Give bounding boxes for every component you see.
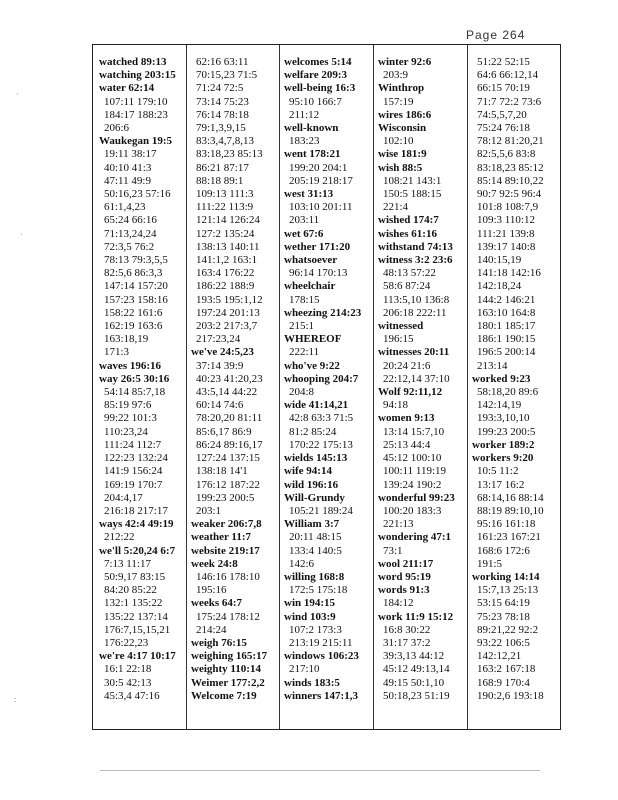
index-reference: 162:19 163:6 (104, 320, 163, 333)
index-reference: 161:23 167:21 (477, 531, 541, 544)
index-reference: 68:14,16 88:14 (477, 491, 544, 504)
index-term: wires 186:6 (378, 108, 432, 121)
index-reference: 83:18,23 85:13 (196, 148, 263, 161)
index-reference: 16:1 22:18 (104, 663, 152, 676)
index-reference: 111:24 112:7 (104, 438, 162, 451)
index-reference: 147:14 157:20 (104, 280, 168, 293)
index-reference: 30:5 42:13 (104, 676, 152, 689)
index-reference: 75:24 76:18 (477, 122, 530, 135)
index-reference: 109:13 111:3 (196, 188, 254, 201)
index-term: weather 11:7 (191, 531, 251, 544)
index-term: waves 196:16 (99, 359, 162, 372)
index-term: wishes 61:16 (378, 227, 437, 240)
index-reference: 186:22 188:9 (196, 280, 255, 293)
index-reference: 199:20 204:1 (289, 161, 348, 174)
index-reference: 203:11 (289, 214, 320, 227)
index-reference: 163:18,19 (104, 333, 149, 346)
index-reference: 213:14 (477, 359, 508, 372)
index-reference: 127:24 137:15 (196, 452, 260, 465)
index-reference: 195:16 (196, 584, 227, 597)
index-reference: 171:3 (104, 346, 130, 359)
index-reference: 71:13,24,24 (104, 227, 157, 240)
index-reference: 58:6 87:24 (383, 280, 431, 293)
index-reference: 62:16 63:11 (196, 56, 249, 68)
index-reference: 16:8 30:22 (383, 623, 431, 636)
index-reference: 72:3,5 76:2 (104, 240, 155, 253)
index-term: week 24:8 (191, 557, 238, 570)
index-term: well-known (284, 122, 339, 135)
index-reference: 79:1,3,9,15 (196, 122, 246, 135)
index-reference: 203:9 (383, 69, 409, 82)
index-term: way 26:5 30:16 (99, 372, 170, 385)
index-term: women 9:13 (378, 412, 435, 425)
index-term: weeks 64:7 (191, 597, 243, 610)
index-reference: 83:18,23 85:12 (477, 161, 544, 174)
index-term: Welcome 7:19 (191, 689, 257, 702)
index-reference: 102:10 (383, 135, 414, 148)
index-reference: 204:8 (289, 386, 315, 399)
index-reference: 163:10 164:8 (477, 306, 536, 319)
index-term: wonderful 99:23 (378, 491, 455, 504)
index-term: watching 203:15 (99, 69, 176, 82)
index-reference: 78:13 79:3,5,5 (104, 254, 168, 267)
index-reference: 10:5 11:2 (477, 465, 519, 478)
index-reference: 85:14 89:10,22 (477, 174, 544, 187)
index-term: whooping 204:7 (284, 372, 359, 385)
index-reference: 47:11 49:9 (104, 174, 151, 187)
index-term: weighty 110:14 (191, 663, 261, 676)
index-term: weaker 206:7,8 (191, 518, 262, 531)
index-reference: 49:15 50:1,10 (383, 676, 445, 689)
scan-mark: : (14, 695, 17, 704)
index-reference: 93:22 106:5 (477, 636, 530, 649)
index-reference: 216:18 217:17 (104, 504, 168, 517)
index-reference: 213:19 215:11 (289, 636, 353, 649)
index-reference: 42:8 63:3 71:5 (289, 412, 354, 425)
index-reference: 86:24 89:16,17 (196, 438, 263, 451)
index-reference: 39:3,13 44:12 (383, 650, 445, 663)
index-term: Winthrop (378, 82, 425, 95)
index-reference: 190:2,6 193:18 (477, 689, 544, 702)
index-reference: 108:21 143:1 (383, 174, 442, 187)
index-reference: 20:24 21:6 (383, 359, 431, 372)
index-reference: 50:18,23 51:19 (383, 689, 450, 702)
index-reference: 99:22 101:3 (104, 412, 157, 425)
index-term: wished 174:7 (378, 214, 439, 227)
index-reference: 43:5,14 44:22 (196, 386, 258, 399)
index-reference: 150:5 188:15 (383, 188, 442, 201)
index-reference: 88:18 89:1 (196, 174, 244, 187)
index-term: workers 9:20 (472, 452, 534, 465)
index-column-5 (472, 56, 558, 725)
index-reference: 103:10 201:11 (289, 201, 353, 214)
index-reference: 61:1,4,23 (104, 201, 146, 214)
index-term: winds 183:5 (284, 676, 340, 689)
index-term: winter 92:6 (378, 56, 432, 68)
index-reference: 215:1 (289, 320, 315, 333)
index-reference: 206:6 (104, 122, 130, 135)
index-reference: 73:1 (383, 544, 403, 557)
page-number: Page 264 (466, 28, 526, 42)
index-reference: 110:23,24 (104, 425, 148, 438)
index-reference: 168:9 170:4 (477, 676, 530, 689)
index-reference: 107:2 173:3 (289, 623, 342, 636)
index-reference: 178:15 (289, 293, 320, 306)
index-reference: 90:7 92:5 96:4 (477, 188, 542, 201)
index-term: ways 42:4 49:19 (99, 518, 174, 531)
index-reference: 53:15 64:19 (477, 597, 530, 610)
index-reference: 37:14 39:9 (196, 359, 244, 372)
index-term: Will-Grundy (284, 491, 345, 504)
index-reference: 157:19 (383, 95, 414, 108)
index-reference: 75:23 78:18 (477, 610, 530, 623)
index-reference: 78:12 81:20,21 (477, 135, 544, 148)
index-term: word 95:19 (378, 570, 431, 583)
index-reference: 86:21 87:17 (196, 161, 249, 174)
index-term: wish 88:5 (378, 161, 423, 174)
index-reference: 45:12 49:13,14 (383, 663, 450, 676)
index-reference: 180:1 185:17 (477, 320, 536, 333)
index-reference: 142:12,21 (477, 650, 522, 663)
index-term: withstand 74:13 (378, 240, 453, 253)
index-term: worker 189:2 (472, 438, 535, 451)
index-reference: 48:13 57:22 (383, 267, 436, 280)
index-reference: 111:22 113:9 (196, 201, 254, 214)
index-reference: 54:14 85:7,18 (104, 386, 166, 399)
index-term: Waukegan 19:5 (99, 135, 173, 148)
index-reference: 66:15 70:19 (477, 82, 530, 95)
index-reference: 107:11 179:10 (104, 95, 168, 108)
index-term: website 219:17 (191, 544, 260, 557)
index-term: windows 106:23 (284, 650, 359, 663)
index-term: wool 211:17 (378, 557, 434, 570)
index-reference: 109:3 110:12 (477, 214, 535, 227)
index-reference: 169:19 170:7 (104, 478, 163, 491)
index-reference: 168:6 172:6 (477, 544, 530, 557)
index-reference: 138:18 14'1 (196, 465, 248, 478)
index-reference: 76:14 78:18 (196, 108, 249, 121)
index-reference: 82:5,5,6 83:8 (477, 148, 536, 161)
index-term: wheelchair (284, 280, 336, 293)
index-term: wether 171:20 (284, 240, 351, 253)
index-term: willing 168:8 (284, 570, 345, 583)
index-term: wild 196:16 (284, 478, 339, 491)
index-reference: 204:4,17 (104, 491, 143, 504)
index-term: work 11:9 15:12 (378, 610, 454, 623)
index-reference: 95:10 166:7 (289, 95, 342, 108)
index-reference: 111:21 139:8 (477, 227, 535, 240)
index-term: words 91:3 (378, 584, 430, 597)
index-reference: 183:23 (289, 135, 320, 148)
index-reference: 15:7,13 25:13 (477, 584, 539, 597)
index-reference: 73:14 75:23 (196, 95, 249, 108)
index-reference: 113:5,10 136:8 (383, 293, 450, 306)
index-reference: 100:20 183:3 (383, 504, 442, 517)
column-divider (373, 45, 374, 729)
index-reference: 193:5 195:1,12 (196, 293, 263, 306)
index-term: witnesses 20:11 (378, 346, 450, 359)
index-reference: 82:5,6 86:3,3 (104, 267, 163, 280)
scan-mark: · (20, 230, 23, 239)
index-reference: 135:22 137:14 (104, 610, 168, 623)
index-reference: 214:24 (196, 623, 227, 636)
index-reference: 50:9,17 83:15 (104, 570, 166, 583)
index-reference: 163:4 176:22 (196, 267, 255, 280)
index-reference: 105:21 189:24 (289, 504, 353, 517)
index-reference: 85:6,17 86:9 (196, 425, 252, 438)
index-column-4 (378, 56, 466, 725)
index-term: winners 147:1,3 (284, 689, 358, 702)
index-reference: 88:19 89:10,10 (477, 504, 544, 517)
index-term: who've 9:22 (284, 359, 340, 372)
index-term: Wolf 92:11,12 (378, 386, 443, 399)
index-reference: 221:13 (383, 518, 414, 531)
index-reference: 100:11 119:19 (383, 465, 447, 478)
index-frame (92, 44, 561, 730)
index-term: wife 94:14 (284, 465, 332, 478)
index-reference: 13:17 16:2 (477, 478, 525, 491)
index-term: wondering 47:1 (378, 531, 452, 544)
index-term: witnessed (378, 320, 424, 333)
index-reference: 89:21,22 92:2 (477, 623, 539, 636)
index-reference: 221:4 (383, 201, 409, 214)
index-reference: 101:8 108:7,9 (477, 201, 539, 214)
index-reference: 184:17 188:23 (104, 108, 168, 121)
index-reference: 85:19 97:6 (104, 399, 152, 412)
index-reference: 144:2 146:21 (477, 293, 536, 306)
index-reference: 141:9 156:24 (104, 465, 163, 478)
index-reference: 141:18 142:16 (477, 267, 541, 280)
index-reference: 170:22 175:13 (289, 438, 353, 451)
column-divider (467, 45, 468, 729)
index-reference: 94:18 (383, 399, 409, 412)
index-term: we've 24:5,23 (191, 346, 254, 359)
index-reference: 142:6 (289, 557, 315, 570)
index-reference: 45:3,4 47:16 (104, 689, 160, 702)
index-reference: 45:12 100:10 (383, 452, 442, 465)
index-column-1 (99, 56, 187, 725)
index-reference: 25:13 44:4 (383, 438, 431, 451)
index-reference: 40:10 41:3 (104, 161, 152, 174)
index-reference: 217:10 (289, 663, 320, 676)
index-reference: 20:11 48:15 (289, 531, 342, 544)
index-reference: 205:19 218:17 (289, 174, 353, 187)
index-term: wheezing 214:23 (284, 306, 362, 319)
index-reference: 19:11 38:17 (104, 148, 157, 161)
index-reference: 176:12 187:22 (196, 478, 260, 491)
index-reference: 96:14 170:13 (289, 267, 348, 280)
column-divider (279, 45, 280, 729)
index-reference: 122:23 132:24 (104, 452, 168, 465)
index-term: we'll 5:20,24 6:7 (99, 544, 176, 557)
index-reference: 142:18,24 (477, 280, 522, 293)
index-term: worked 9:23 (472, 372, 531, 385)
index-term: wide 41:14,21 (284, 399, 349, 412)
index-term: wields 145:13 (284, 452, 348, 465)
index-reference: 172:5 175:18 (289, 584, 348, 597)
index-reference: 74:5,5,7,20 (477, 108, 527, 121)
index-term: weigh 76:15 (191, 636, 247, 649)
index-reference: 50:16,23 57:16 (104, 188, 171, 201)
index-reference: 64:6 66:12,14 (477, 69, 539, 82)
index-reference: 58:18,20 89:6 (477, 386, 539, 399)
index-reference: 197:24 201:13 (196, 306, 260, 319)
index-reference: 83:3,4,7,8,13 (196, 135, 255, 148)
index-reference: 7:13 11:17 (104, 557, 151, 570)
index-reference: 196:5 200:14 (477, 346, 536, 359)
index-term: west 31:13 (284, 188, 334, 201)
index-reference: 222:11 (289, 346, 320, 359)
index-reference: 217:23,24 (196, 333, 241, 346)
index-term: Wisconsin (378, 122, 427, 135)
index-reference: 212:22 (104, 531, 135, 544)
column-divider (186, 45, 187, 729)
index-reference: 142:14,19 (477, 399, 522, 412)
index-reference: 184:12 (383, 597, 414, 610)
index-term: water 62:14 (99, 82, 155, 95)
index-reference: 71:24 72:5 (196, 82, 244, 95)
index-term: we're 4:17 10:17 (99, 650, 176, 663)
index-reference: 139:24 190:2 (383, 478, 442, 491)
index-reference: 199:23 200:5 (196, 491, 255, 504)
index-column-2 (191, 56, 279, 725)
index-term: William 3:7 (284, 518, 340, 531)
index-reference: 199:23 200:5 (477, 425, 536, 438)
index-term: win 194:15 (284, 597, 336, 610)
index-reference: 121:14 126:24 (196, 214, 260, 227)
index-reference: 203:1 (196, 504, 222, 517)
index-term: welcomes 5:14 (284, 56, 352, 68)
index-term: wind 103:9 (284, 610, 336, 623)
index-reference: 158:22 161:6 (104, 306, 163, 319)
index-reference: 51:22 52:15 (477, 56, 530, 68)
index-term: WHEREOF (284, 333, 342, 346)
footer-rule (100, 770, 540, 771)
index-reference: 70:15,23 71:5 (196, 69, 258, 82)
index-reference: 81:2 85:24 (289, 425, 337, 438)
index-reference: 191:5 (477, 557, 503, 570)
index-reference: 78:20,20 81:11 (196, 412, 263, 425)
index-reference: 40:23 41:20,23 (196, 372, 263, 385)
index-reference: 146:16 178:10 (196, 570, 260, 583)
index-reference: 139:17 140:8 (477, 240, 536, 253)
index-reference: 141:1,2 163:1 (196, 254, 258, 267)
index-reference: 206:18 222:11 (383, 306, 447, 319)
index-term: Weimer 177:2,2 (191, 676, 265, 689)
index-reference: 127:2 135:24 (196, 227, 255, 240)
index-reference: 133:4 140:5 (289, 544, 342, 557)
index-column-3 (284, 56, 372, 725)
index-reference: 13:14 15:7,10 (383, 425, 445, 438)
index-term: welfare 209:3 (284, 69, 348, 82)
index-reference: 65:24 66:16 (104, 214, 157, 227)
index-reference: 140:15,19 (477, 254, 522, 267)
index-reference: 84:20 85:22 (104, 584, 157, 597)
index-term: wise 181:9 (378, 148, 427, 161)
index-term: working 14:14 (472, 570, 540, 583)
index-reference: 186:1 190:15 (477, 333, 536, 346)
index-term: well-being 16:3 (284, 82, 356, 95)
index-reference: 60:14 74:6 (196, 399, 244, 412)
index-reference: 95:16 161:18 (477, 518, 536, 531)
index-reference: 31:17 37:2 (383, 636, 431, 649)
index-reference: 157:23 158:16 (104, 293, 168, 306)
scan-mark: · (16, 90, 19, 99)
index-reference: 22:12,14 37:10 (383, 372, 450, 385)
index-term: whatsoever (284, 254, 338, 267)
index-term: went 178:21 (284, 148, 341, 161)
index-reference: 138:13 140:11 (196, 240, 260, 253)
index-term: witness 3:2 23:6 (378, 254, 453, 267)
index-reference: 132:1 135:22 (104, 597, 163, 610)
index-reference: 203:2 217:3,7 (196, 320, 258, 333)
index-reference: 211:12 (289, 108, 320, 121)
index-reference: 175:24 178:12 (196, 610, 260, 623)
index-reference: 176:22,23 (104, 636, 149, 649)
index-reference: 176:7,15,15,21 (104, 623, 171, 636)
index-term: watched 89:13 (99, 56, 167, 68)
index-reference: 193:3,10,10 (477, 412, 530, 425)
index-term: weighing 165:17 (191, 650, 268, 663)
index-term: wet 67:6 (284, 227, 324, 240)
index-reference: 71:7 72:2 73:6 (477, 95, 542, 108)
index-reference: 163:2 167:18 (477, 663, 536, 676)
index-reference: 196:15 (383, 333, 414, 346)
